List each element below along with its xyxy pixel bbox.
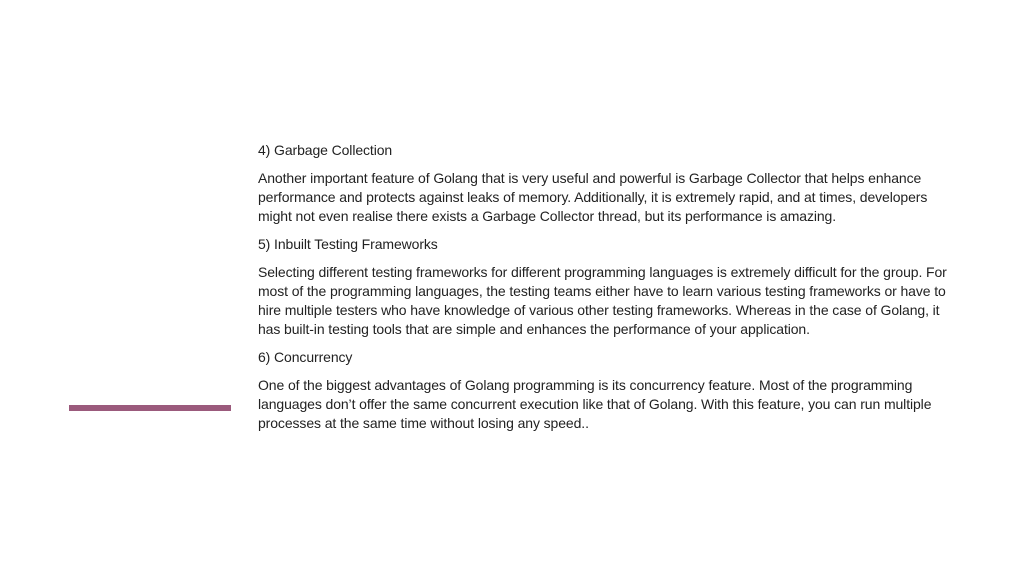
section-heading: 6) Concurrency <box>258 349 353 365</box>
accent-divider-bar <box>69 405 231 411</box>
section-body: One of the biggest advantages of Golang programming is its concurrency feature. Most of the programming languages don’t offer the same concurrent execution like that of Golang. With this feature, you can run multiple processes at the same time without losing any speed.. <box>258 377 932 431</box>
section-body: Another important feature of Golang that is very useful and powerful is Garbage Collector that helps enhance performance and protects against leaks of memory. Additionally, it is extremely rapid, and at times, developers might not even realise there exists a Garbage Collector thread, but its performance is amazing. <box>258 170 928 224</box>
slide-content <box>258 141 958 442</box>
section-heading: 5) Inbuilt Testing Frameworks <box>258 236 438 252</box>
section-concurrency <box>258 348 958 433</box>
section-garbage-collection <box>258 141 958 226</box>
section-heading: 4) Garbage Collection <box>258 142 393 158</box>
section-inbuilt-testing-frameworks <box>258 235 958 339</box>
section-body: Selecting different testing frameworks for different programming languages is extremely difficult for the group. For most of the programming languages, the testing teams either have to learn various testing frameworks or have to hire multiple testers who have knowledge of various other testing frameworks. Whereas in the case of Golang, it has built-in testing tools that are simple and enhances the performance of your application. <box>258 264 947 337</box>
